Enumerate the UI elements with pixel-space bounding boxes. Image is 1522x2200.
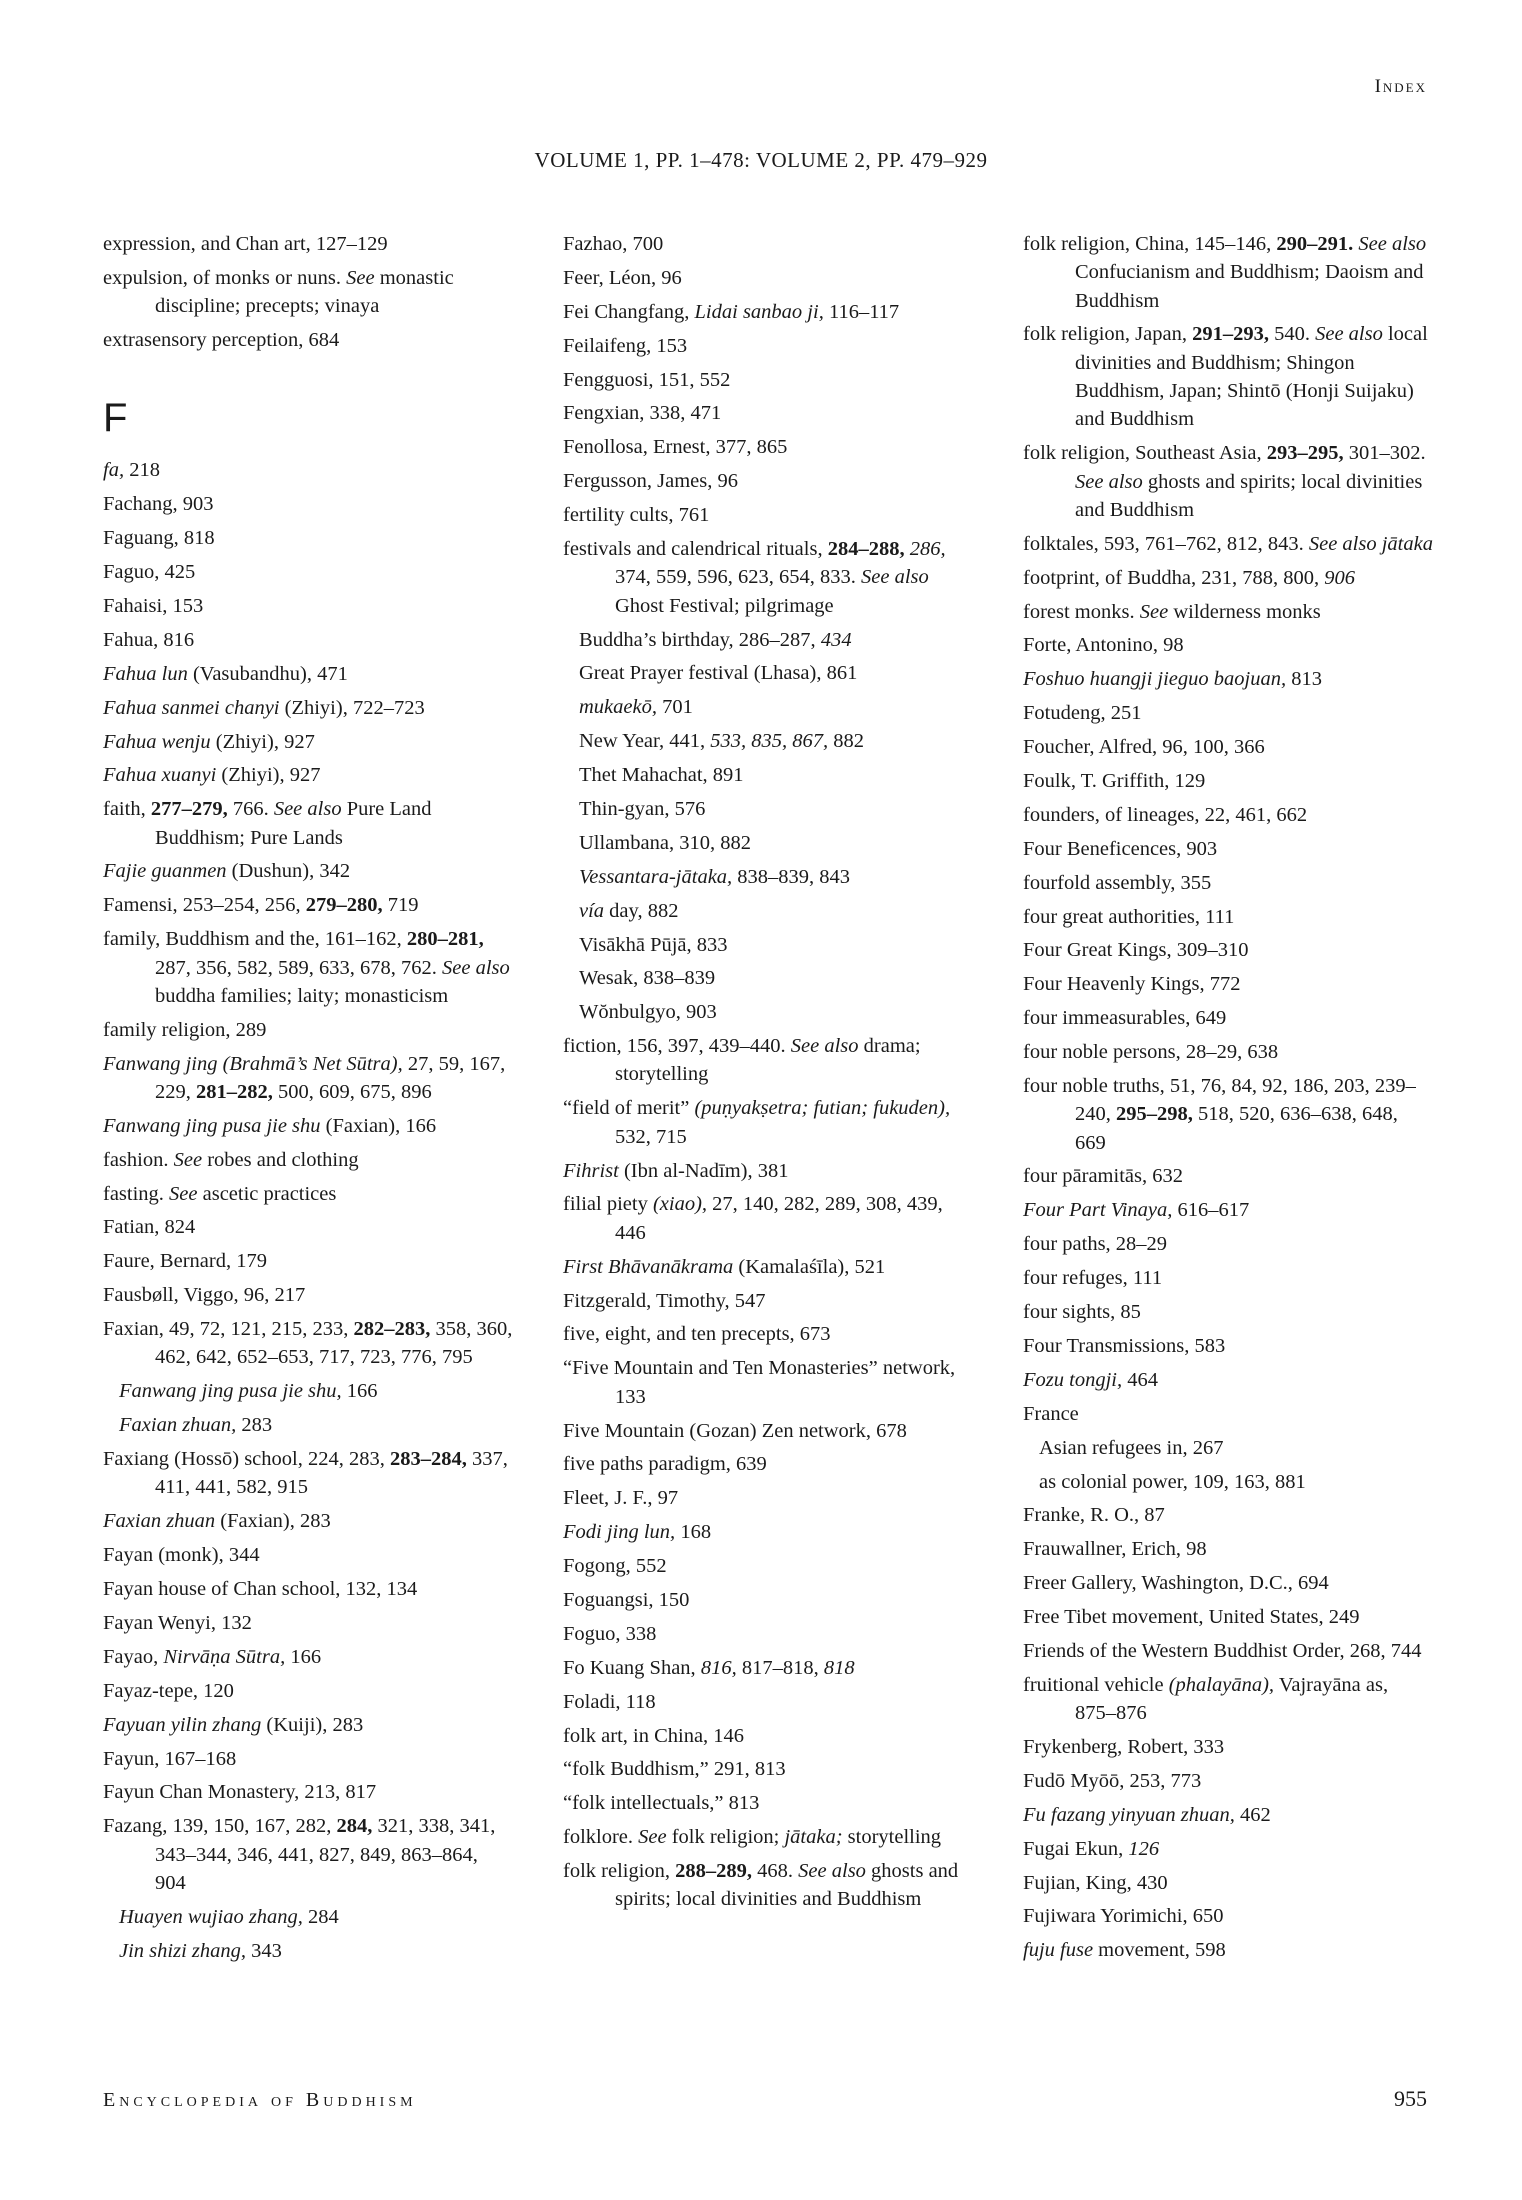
entries-list [563,230,973,1914]
index-entry: folk religion, China, 145–146, 290–291. See also Confucianism and Buddhism; Daoism and Buddhism [1023,233,1427,312]
index-entry: Faure, Bernard, 179 [103,1250,267,1273]
index-entry: Friends of the Western Buddhist Order, 268, 744 [1023,1639,1422,1662]
index-entry: folktales, 593, 761–762, 812, 843. See also jātaka [1023,532,1433,555]
index-entry: extrasensory perception, 684 [103,329,340,352]
index-entry: fertility cults, 761 [563,504,710,527]
index-entry: fuju fuse movement, 598 [1023,1939,1226,1962]
index-subentry: Faxian zhuan, 283 [119,1414,273,1437]
index-entry: Free Tibet movement, United States, 249 [1023,1606,1360,1629]
index-entry: Four Part Vinaya, 616–617 [1023,1199,1250,1222]
index-entry: Fujian, King, 430 [1023,1871,1168,1894]
index-entry: Fayun Chan Monastery, 213, 817 [103,1781,377,1804]
index-entry: Fergusson, James, 96 [563,470,739,493]
index-entry: Four Heavenly Kings, 772 [1023,973,1241,996]
index-entry: Faxian, 49, 72, 121, 215, 233, 282–283, 358, 360, 462, 642, 652–653, 717, 723, 776, 795 [103,1318,513,1369]
index-entry: Fayan (monk), 344 [103,1544,260,1567]
index-entry: Fahua wenju (Zhiyi), 927 [103,730,315,753]
index-entry: Fausbøll, Viggo, 96, 217 [103,1284,306,1307]
index-entry: founders, of lineages, 22, 461, 662 [1023,803,1308,826]
index-entry: Fodi jing lun, 168 [563,1521,712,1544]
index-subentry: as colonial power, 109, 163, 881 [1039,1470,1306,1493]
index-entry: five, eight, and ten precepts, 673 [563,1323,831,1346]
index-entry: family, Buddhism and the, 161–162, 280–281, 287, 356, 582, 589, 633, 678, 762. See also buddha families; laity; monasticism [103,928,510,1007]
index-entry: Fachang, 903 [103,493,214,516]
index-subentry: Visākhā Pūjā, 833 [579,933,728,956]
footer-book-title: Encyclopedia of Buddhism [103,2089,417,2111]
index-entry: Fajie guanmen (Dushun), 342 [103,860,351,883]
index-entry: Fayan Wenyi, 132 [103,1611,252,1634]
index-subentry: Ullambana, 310, 882 [579,831,751,854]
index-subentry: Huayen wujiao zhang, 284 [119,1905,339,1928]
index-entry: Fo Kuang Shan, 816, 817–818, 818 [563,1656,855,1679]
index-entry: Fu fazang yinyuan zhuan, 462 [1023,1803,1271,1826]
index-entry: festivals and calendrical rituals, 284–288, 286, 374, 559, 596, 623, 654, 833. See also Ghost Festival; pilgrimage [563,538,946,617]
index-entry: expulsion, of monks or nuns. See monastic discipline; precepts; vinaya [103,266,454,318]
index-entry: fiction, 156, 397, 439–440. See also drama; storytelling [563,1035,921,1086]
index-entry: filial piety (xiao), 27, 140, 282, 289, 308, 439, 446 [563,1193,943,1244]
index-entry: Fahua xuanyi (Zhiyi), 927 [103,764,321,787]
index-entry: Faguang, 818 [103,527,215,550]
index-entry: fasting. See ascetic practices [103,1182,337,1205]
index-entry: four paths, 28–29 [1023,1233,1168,1256]
index-entry: four pāramitās, 632 [1023,1165,1183,1188]
index-subentry: Great Prayer festival (Lhasa), 861 [579,662,858,685]
index-subentry: Thin-gyan, 576 [579,797,706,820]
index-entry: Feer, Léon, 96 [563,266,682,289]
index-entry: Famensi, 253–254, 256, 279–280, 719 [103,894,419,917]
index-entry: Fayan house of Chan school, 132, 134 [103,1578,418,1601]
index-entry: Fihrist (Ibn al-Nadīm), 381 [563,1159,789,1182]
section-letter: F [103,396,128,441]
index-entry: Foladi, 118 [563,1690,656,1713]
index-entry: “Five Mountain and Ten Monasteries” network, 133 [563,1357,956,1408]
index-entry: Fengguosi, 151, 552 [563,368,731,391]
index-entry: Fayao, Nirvāṇa Sūtra, 166 [103,1645,322,1668]
index-entry: Five Mountain (Gozan) Zen network, 678 [563,1419,907,1442]
index-entry: Frauwallner, Erich, 98 [1023,1538,1207,1561]
index-entry: Foshuo huangji jieguo baojuan, 813 [1023,668,1322,691]
index-entry: four noble truths, 51, 76, 84, 92, 186, 203, 239–240, 295–298, 518, 520, 636–638, 648, 669 [1023,1075,1416,1154]
index-entry: fashion. See robes and clothing [103,1148,359,1171]
index-entry: Faxian zhuan (Faxian), 283 [103,1510,331,1533]
index-entry: folklore. See folk religion; jātaka; storytelling [563,1826,942,1849]
index-entry: Fahaisi, 153 [103,594,204,617]
index-entry: Fatian, 824 [103,1216,196,1239]
footer-page-number: 955 [1394,2086,1427,2111]
index-entry: four great authorities, 111 [1023,905,1235,928]
index-entry: Fozu tongji, 464 [1023,1368,1158,1391]
index-entry: Fahua, 816 [103,628,195,651]
index-entry: Foucher, Alfred, 96, 100, 366 [1023,736,1265,759]
volume-page-range: VOLUME 1, PP. 1–478: VOLUME 2, PP. 479–929 [534,148,988,172]
index-entry: First Bhāvanākrama (Kamalaśīla), 521 [563,1255,886,1278]
index-entry: Foguangsi, 150 [563,1588,690,1611]
index-entry: folk religion, Southeast Asia, 293–295, 301–302. See also ghosts and spirits; local divinities and Buddhism [1023,442,1426,521]
index-entry: five paths paradigm, 639 [563,1453,767,1476]
index-entry: Four Great Kings, 309–310 [1023,939,1249,962]
index-entry: Fleet, J. F., 97 [563,1487,679,1510]
index-entry: Fahua sanmei chanyi (Zhiyi), 722–723 [103,696,425,719]
index-entry: Fujiwara Yorimichi, 650 [1023,1905,1224,1928]
index-entry: fruitional vehicle (phalayāna), Vajrayāna as, 875–876 [1023,1673,1389,1725]
index-entry: folk religion, Japan, 291–293, 540. See also local divinities and Buddhism; Shingon Buddhism, Japan; Shintō (Honji Suijaku) and Buddhism [1023,323,1428,431]
index-entry: France [1023,1402,1079,1425]
index-entry: Fayuan yilin zhang (Kuiji), 283 [103,1713,364,1736]
index-entry: footprint, of Buddha, 231, 788, 800, 906 [1023,566,1355,589]
index-entry: Fanwang jing pusa jie shu (Faxian), 166 [103,1114,437,1137]
index-entry: Fahua lun (Vasubandhu), 471 [103,662,348,685]
entries-before-letter [103,230,513,354]
index-column-2 [563,230,973,1919]
index-entry: Fanwang jing (Brahmā’s Net Sūtra), 27, 59, 167, 229, 281–282, 500, 609, 675, 896 [103,1052,506,1103]
index-entry: folk religion, 288–289, 468. See also ghosts and spirits; local divinities and Buddhism [563,1860,959,1911]
index-entry: Fei Changfang, Lidai sanbao ji, 116–117 [563,300,900,323]
index-entry: fa, 218 [103,459,160,482]
index-subentry: Vessantara-jātaka, 838–839, 843 [579,865,851,888]
entries-list [1023,230,1433,1965]
index-entry: Fazang, 139, 150, 167, 282, 284, 321, 338, 341, 343–344, 346, 441, 827, 849, 863–864, 904 [103,1815,496,1894]
entries-letter-f [103,456,513,1965]
index-entry: “folk Buddhism,” 291, 813 [563,1758,786,1781]
index-entry: Frykenberg, Robert, 333 [1023,1736,1225,1759]
index-entry: family religion, 289 [103,1018,267,1041]
index-subentry: Asian refugees in, 267 [1039,1436,1224,1459]
index-column-3 [1023,230,1433,1970]
index-entry: fourfold assembly, 355 [1023,871,1212,894]
index-entry: Fengxian, 338, 471 [563,402,722,425]
index-subentry: vía day, 882 [579,899,679,922]
index-subentry: mukaekō, 701 [579,696,693,719]
index-entry: Fayun, 167–168 [103,1747,237,1770]
index-entry: four noble persons, 28–29, 638 [1023,1041,1279,1064]
index-entry: Fayaz-tepe, 120 [103,1679,234,1702]
index-entry: “folk intellectuals,” 813 [563,1792,760,1815]
index-subentry: New Year, 441, 533, 835, 867, 882 [579,730,865,753]
index-entry: Forte, Antonino, 98 [1023,634,1184,657]
index-entry: Foulk, T. Griffith, 129 [1023,769,1206,792]
index-subentry: Jin shizi zhang, 343 [119,1939,282,1962]
index-entry: folk art, in China, 146 [563,1724,745,1747]
index-entry: Faxiang (Hossō) school, 224, 283, 283–284, 337, 411, 441, 582, 915 [103,1448,508,1499]
index-entry: Freer Gallery, Washington, D.C., 694 [1023,1572,1329,1595]
index-entry: Franke, R. O., 87 [1023,1504,1165,1527]
index-entry: Fitzgerald, Timothy, 547 [563,1289,766,1312]
index-entry: Fenollosa, Ernest, 377, 865 [563,436,788,459]
index-subentry: Wŏnbulgyo, 903 [579,1001,717,1024]
index-entry: Fazhao, 700 [563,233,664,255]
running-head: Index [1374,76,1427,97]
index-subentry: Wesak, 838–839 [579,967,716,990]
index-subentry: Thet Mahachat, 891 [579,764,744,787]
index-entry: Feilaifeng, 153 [563,334,688,357]
index-subentry: Fanwang jing pusa jie shu, 166 [119,1380,378,1403]
index-entry: Fotudeng, 251 [1023,702,1142,725]
index-entry: Four Beneficences, 903 [1023,837,1218,860]
index-entry: Four Transmissions, 583 [1023,1334,1226,1357]
index-entry: forest monks. See wilderness monks [1023,600,1321,623]
index-entry: four refuges, 111 [1023,1267,1163,1290]
index-entry: Fugai Ekun, 126 [1023,1837,1160,1860]
index-entry: Fudō Myōō, 253, 773 [1023,1769,1202,1792]
index-subentry: Buddha’s birthday, 286–287, 434 [579,628,852,651]
index-entry: Faguo, 425 [103,561,196,584]
index-entry: four immeasurables, 649 [1023,1007,1227,1030]
index-entry: “field of merit” (puṇyakṣetra; futian; fukuden), 532, 715 [563,1097,951,1148]
index-entry: faith, 277–279, 766. See also Pure Land Buddhism; Pure Lands [103,798,432,849]
index-entry: four sights, 85 [1023,1301,1141,1324]
index-entry: Foguo, 338 [563,1622,657,1645]
index-entry: expression, and Chan art, 127–129 [103,233,388,255]
index-column-1 [103,230,513,1971]
index-entry: Fogong, 552 [563,1555,667,1578]
